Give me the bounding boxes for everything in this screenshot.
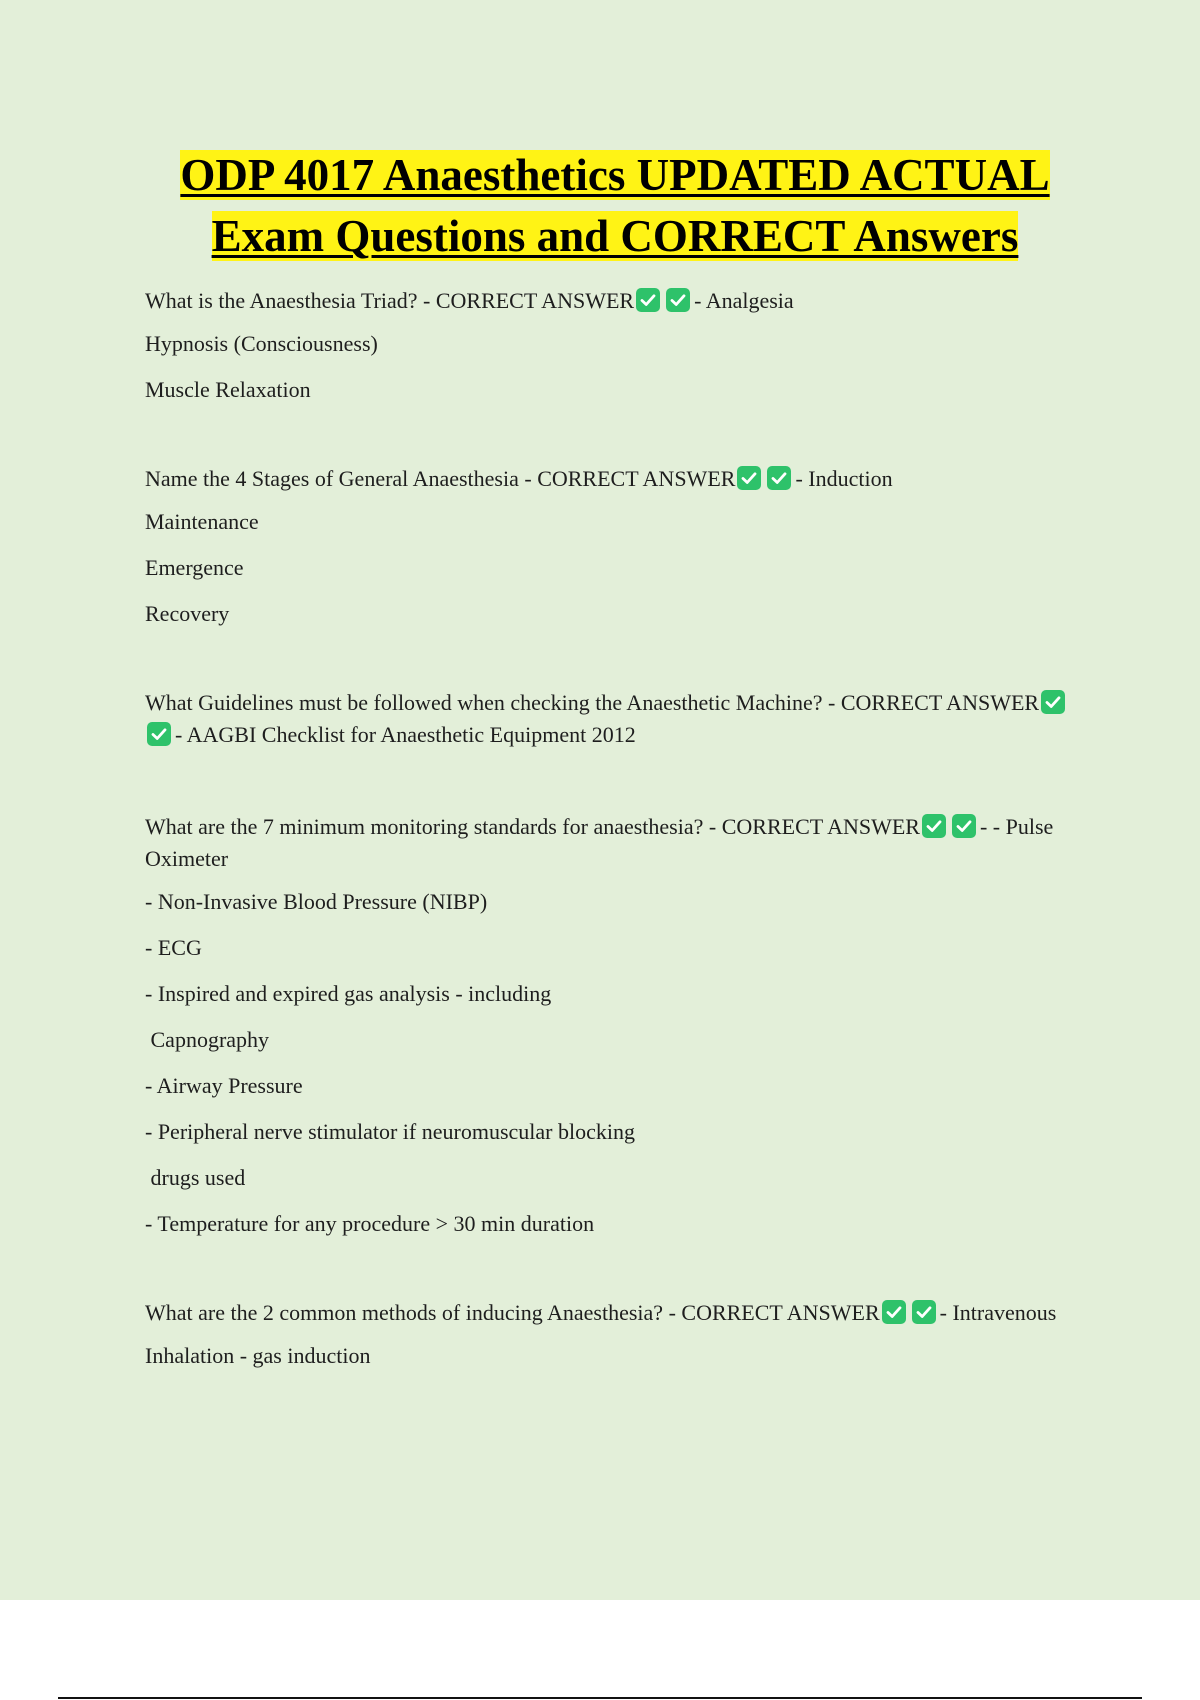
answer-line: drugs used xyxy=(145,1165,246,1190)
question-line xyxy=(145,687,1085,751)
answer-line: Hypnosis (Consciousness) xyxy=(145,331,378,356)
answer-line: Inhalation - gas induction xyxy=(145,1343,371,1368)
checkmark-box-icon xyxy=(737,466,761,490)
checkmark-box-icon xyxy=(922,814,946,838)
footer-divider xyxy=(58,1697,1142,1699)
first-answer-text: - Induction xyxy=(795,466,893,491)
answer-line: - Airway Pressure xyxy=(145,1073,303,1098)
qa-item xyxy=(145,1297,1085,1369)
checkmark-box-icon xyxy=(952,814,976,838)
answer-line: Maintenance xyxy=(145,509,259,534)
answer-line: - Inspired and expired gas analysis - including xyxy=(145,981,552,1006)
checkmark-box-icon xyxy=(666,288,690,312)
first-answer-text: - Analgesia xyxy=(694,288,794,313)
question-text: What Guidelines must be followed when checking the Anaesthetic Machine? - CORRECT ANSWER xyxy=(145,690,1040,715)
checkmark-box-icon xyxy=(1041,690,1065,714)
checkmark-box-icon xyxy=(767,466,791,490)
question-text: What is the Anaesthesia Triad? - CORRECT ANSWER xyxy=(145,288,635,313)
checkmark-box-icon xyxy=(147,722,171,746)
qa-item xyxy=(145,463,1085,627)
answer-line: - Peripheral nerve stimulator if neuromuscular blocking xyxy=(145,1119,635,1144)
question-text: What are the 2 common methods of inducing Anaesthesia? - CORRECT ANSWER xyxy=(145,1300,880,1325)
qa-list xyxy=(145,285,1085,1369)
checkmark-box-icon xyxy=(912,1300,936,1324)
title-block xyxy=(145,145,1085,267)
answer-line: - Non-Invasive Blood Pressure (NIBP) xyxy=(145,889,488,914)
answer-line: Recovery xyxy=(145,601,230,626)
answer-line: - ECG xyxy=(145,935,202,960)
qa-item xyxy=(145,811,1085,1237)
document-content xyxy=(145,145,1085,1429)
answer-line: Muscle Relaxation xyxy=(145,377,311,402)
first-answer-text: - AAGBI Checklist for Anaesthetic Equipment 2012 xyxy=(175,722,636,747)
question-text: What are the 7 minimum monitoring standards for anaesthesia? - CORRECT ANSWER xyxy=(145,814,920,839)
question-line xyxy=(145,285,1085,317)
first-answer-text: - - Pulse Oximeter xyxy=(145,814,1054,871)
qa-item xyxy=(145,285,1085,403)
checkmark-box-icon xyxy=(882,1300,906,1324)
question-line xyxy=(145,463,1085,495)
answer-line: Capnography xyxy=(145,1027,270,1052)
qa-item xyxy=(145,687,1085,751)
question-text: Name the 4 Stages of General Anaesthesia - CORRECT ANSWER xyxy=(145,466,736,491)
question-line xyxy=(145,811,1085,875)
checkmark-box-icon xyxy=(636,288,660,312)
document-title: ODP 4017 Anaesthetics UPDATED ACTUAL Exam Questions and CORRECT Answers xyxy=(180,150,1050,261)
question-line xyxy=(145,1297,1085,1329)
answer-line: - Temperature for any procedure > 30 min duration xyxy=(145,1211,595,1236)
answer-line: Emergence xyxy=(145,555,244,580)
first-answer-text: - Intravenous xyxy=(939,1300,1057,1325)
